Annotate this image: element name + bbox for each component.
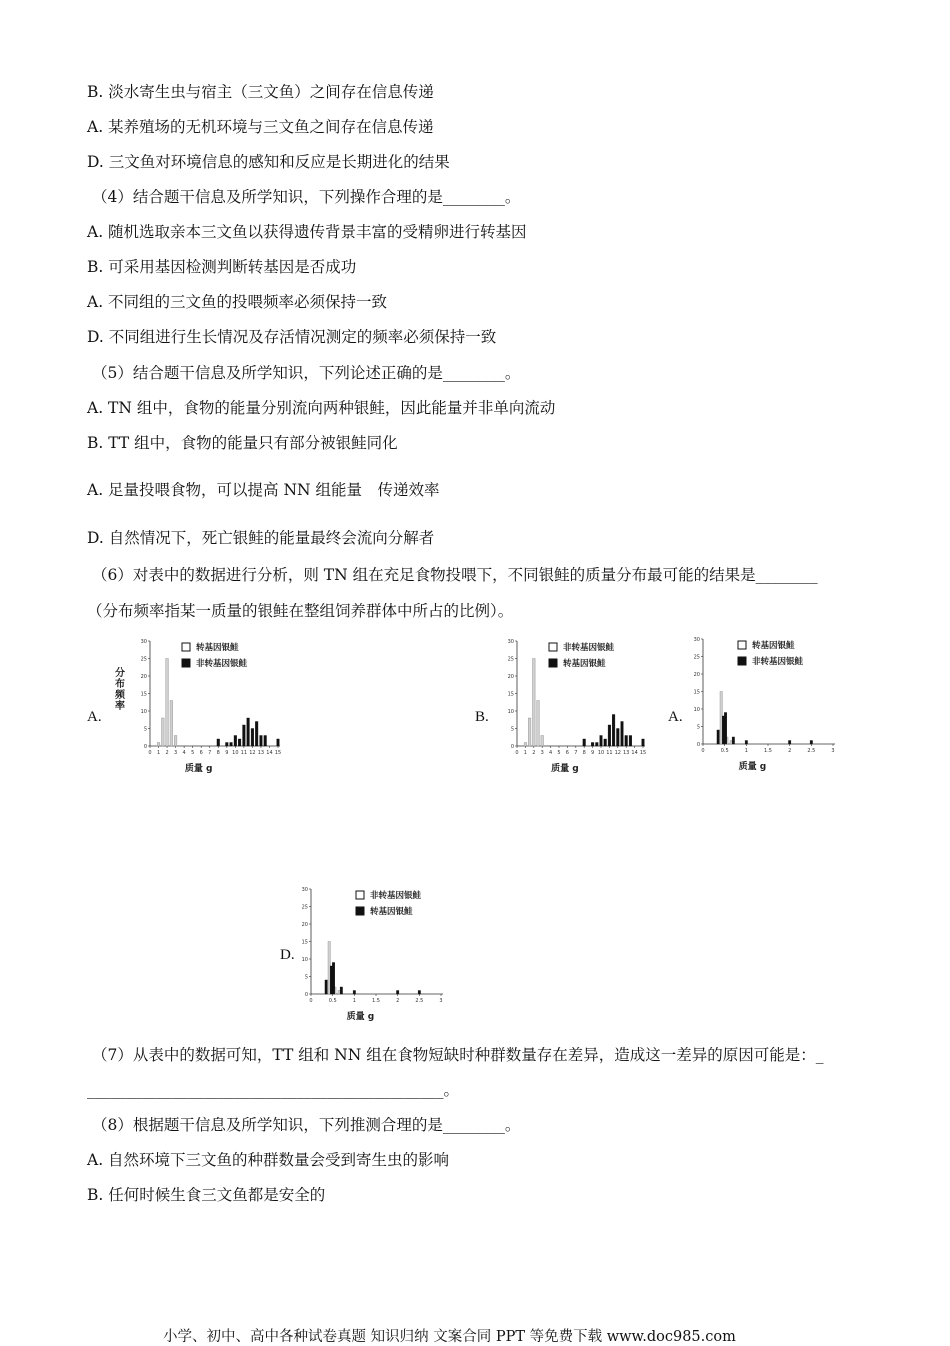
x-tick-label: 13 [623, 750, 630, 756]
x-tick-label: 11 [606, 750, 613, 756]
y-tick-label: 25 [140, 656, 147, 663]
x-tick-label: 2 [532, 750, 536, 756]
x-tick-label: 0 [701, 748, 705, 754]
x-axis-label: 质量 g [346, 1012, 375, 1022]
bar [537, 701, 540, 747]
x-tick-label: 10 [597, 750, 605, 756]
y-tick-label: 25 [507, 656, 514, 663]
bar [810, 741, 812, 745]
x-tick-label: 0 [148, 750, 152, 756]
bar [230, 743, 233, 747]
bar [642, 739, 645, 746]
bar [717, 730, 719, 744]
bar [325, 980, 327, 994]
y-tick-label: 10 [301, 956, 308, 963]
bar [277, 739, 280, 746]
bar [238, 739, 241, 746]
bar [533, 659, 536, 747]
question-7-blank: ______________________________________________。 [87, 1081, 460, 1099]
x-tick-label: 13 [257, 750, 265, 756]
y-tick-label: 15 [140, 691, 147, 698]
bar [332, 963, 334, 995]
x-tick-label: 1 [523, 750, 527, 756]
y-tick-label: 5 [696, 724, 700, 731]
legend-label: 转基因银鲑 [563, 659, 606, 669]
question-5: （5）结合题干信息及所学知识，下列论述正确的是________。 [92, 364, 521, 382]
bar [247, 718, 250, 746]
y-tick-label: 5 [304, 974, 308, 981]
y-tick-label: 30 [507, 638, 514, 645]
x-tick-label: 2.5 [807, 748, 816, 754]
q6-option-b-letter: B. [475, 709, 489, 725]
x-tick-label: 0.5 [720, 748, 729, 754]
bar [157, 743, 160, 747]
x-tick-label: 1 [352, 998, 356, 1004]
y-tick-label: 20 [507, 673, 514, 680]
q4-option-b: B. 可采用基因检测判断转基因是否成功 [87, 258, 357, 276]
x-tick-label: 0 [309, 998, 313, 1004]
legend-swatch [356, 907, 364, 915]
x-tick-label: 2 [788, 748, 792, 754]
bar [583, 739, 586, 746]
x-tick-label: 7 [208, 750, 212, 756]
y-tick-label: 5 [143, 726, 147, 733]
bar [217, 739, 220, 746]
q3-option-d: D. 三文鱼对环境信息的感知和反应是长期进化的结果 [87, 153, 450, 171]
y-tick-label: 30 [693, 636, 700, 643]
x-tick-label: 6 [199, 750, 203, 756]
bar [162, 718, 165, 746]
legend-label: 转基因银鲑 [370, 907, 413, 917]
x-tick-label: 15 [639, 750, 647, 756]
question-8: （8）根据题干信息及所学知识，下列推测合理的是________。 [92, 1116, 521, 1134]
bar [591, 743, 594, 747]
x-tick-label: 1.5 [764, 748, 772, 754]
bar [396, 991, 398, 995]
q8-option-a: A. 自然环境下三文鱼的种群数量会受到寄生虫的影响 [87, 1151, 450, 1169]
x-tick-label: 10 [232, 750, 239, 756]
q6-option-c-letter: A. [668, 709, 683, 725]
bar [243, 725, 246, 746]
x-tick-label: 12 [614, 750, 621, 756]
y-tick-label: 10 [693, 706, 700, 713]
legend-label: 非转基因银鲑 [370, 891, 422, 901]
legend-label: 非转基因银鲑 [563, 643, 615, 653]
y-tick-label: 20 [140, 673, 147, 680]
x-tick-label: 6 [565, 750, 569, 756]
x-tick-label: 9 [591, 750, 595, 756]
q5-option-a: A. TN 组中，食物的能量分别流向两种银鲑，因此能量并非单向流动 [87, 399, 556, 417]
q5-option-c: A. 足量投喂食物，可以提高 NN 组能量 传递效率 [87, 481, 440, 499]
y-tick-label: 0 [143, 743, 147, 750]
question-6-note: （分布频率指某一质量的银鲑在整组饲养群体中所占的比例）。 [87, 602, 514, 620]
x-tick-label: 3 [174, 750, 178, 756]
y-tick-label: 0 [696, 741, 700, 748]
bar [612, 715, 615, 747]
x-tick-label: 5 [191, 750, 195, 756]
y-tick-label: 10 [507, 708, 514, 715]
bar [264, 736, 267, 747]
x-tick-label: 0.5 [328, 998, 337, 1004]
bar [166, 659, 169, 747]
q5-option-d: D. 自然情况下，死亡银鲑的能量最终会流向分解者 [87, 529, 435, 547]
x-tick-label: 5 [557, 750, 561, 756]
x-tick-label: 15 [274, 750, 282, 756]
x-tick-label: 2.5 [415, 998, 424, 1004]
legend-swatch [738, 657, 746, 665]
y-tick-label: 20 [301, 921, 308, 928]
legend-swatch [356, 891, 364, 899]
y-tick-label: 0 [304, 991, 308, 998]
x-tick-label: 2 [396, 998, 400, 1004]
bar [596, 743, 599, 747]
legend-swatch [182, 643, 190, 651]
chart-option-d [296, 884, 451, 1026]
bar [528, 718, 531, 746]
question-7: （7）从表中的数据可知，TT 组和 NN 组在食物短缺时种群数量存在差异，造成这一差异的原因可能是：_ [92, 1046, 824, 1064]
y-tick-label: 0 [510, 743, 514, 750]
x-tick-label: 4 [182, 750, 186, 756]
q6-option-d-letter: D. [280, 947, 295, 963]
y-tick-label: 25 [301, 904, 308, 911]
x-tick-label: 3 [540, 750, 544, 756]
y-axis-label: 分布频率 [115, 668, 125, 712]
bar [604, 739, 607, 746]
q4-option-a: A. 随机选取亲本三文鱼以获得遗传背景丰富的受精卵进行转基因 [87, 223, 527, 241]
chart-option-c [688, 634, 843, 776]
x-tick-label: 12 [249, 750, 256, 756]
bar [625, 736, 628, 747]
x-axis-label: 质量 g [184, 764, 213, 774]
x-tick-label: 1 [156, 750, 161, 756]
x-tick-label: 3 [439, 998, 443, 1004]
x-tick-label: 8 [216, 750, 220, 756]
x-tick-label: 1.5 [372, 998, 380, 1004]
bar [629, 736, 632, 747]
bar [251, 729, 254, 747]
y-tick-label: 30 [301, 886, 308, 893]
bar [418, 991, 420, 995]
legend-label: 转基因银鲑 [752, 641, 795, 651]
y-tick-label: 15 [301, 939, 308, 946]
y-tick-label: 15 [693, 689, 700, 696]
bar [732, 737, 734, 744]
y-tick-label: 30 [140, 638, 147, 645]
q4-option-d: D. 不同组进行生长情况及存活情况测定的频率必须保持一致 [87, 328, 497, 346]
x-tick-label: 0 [515, 750, 519, 756]
question-4: （4）结合题干信息及所学知识，下列操作合理的是________。 [92, 188, 521, 206]
x-tick-label: 7 [574, 750, 578, 756]
bar [621, 722, 624, 747]
legend-swatch [738, 641, 746, 649]
bar [608, 725, 611, 746]
y-tick-label: 20 [693, 671, 700, 678]
x-tick-label: 4 [549, 750, 553, 756]
x-tick-label: 11 [240, 750, 248, 756]
x-axis-label: 质量 g [738, 762, 767, 772]
bar [174, 736, 177, 747]
x-tick-label: 8 [582, 750, 586, 756]
bar [234, 736, 237, 747]
y-tick-label: 25 [693, 654, 700, 661]
question-6: （6）对表中的数据进行分析，则 TN 组在充足食物投喂下，不同银鲑的质量分布最可能的结果是________ [92, 566, 818, 584]
bar [226, 743, 229, 747]
chart-option-a [110, 636, 310, 778]
legend-swatch [549, 659, 557, 667]
y-tick-label: 15 [507, 691, 514, 698]
bar [788, 741, 790, 745]
bar [340, 987, 342, 994]
q3-option-b: B. 淡水寄生虫与宿主（三文鱼）之间存在信息传递 [87, 83, 434, 101]
legend-swatch [549, 643, 557, 651]
bar [255, 722, 258, 747]
bar [600, 736, 603, 747]
bar [353, 991, 355, 995]
q6-option-a-letter: A. [87, 709, 102, 725]
bar [745, 741, 747, 745]
q5-option-b: B. TT 组中，食物的能量只有部分被银鲑同化 [87, 434, 398, 452]
legend-swatch [182, 659, 190, 667]
chart-option-b [497, 636, 657, 778]
q8-option-b: B. 任何时候生食三文鱼都是安全的 [87, 1186, 326, 1204]
bar [260, 736, 263, 747]
q3-option-a: A. 某养殖场的无机环境与三文鱼之间存在信息传递 [87, 118, 434, 136]
legend-label: 非转基因银鲑 [752, 657, 804, 667]
x-tick-label: 1 [744, 748, 748, 754]
x-axis-label: 质量 g [551, 764, 579, 774]
bar [541, 736, 544, 747]
bar [617, 729, 620, 747]
bar [170, 701, 173, 747]
q4-option-c: A. 不同组的三文鱼的投喂频率必须保持一致 [87, 293, 388, 311]
y-tick-label: 10 [140, 708, 147, 715]
x-tick-label: 2 [165, 750, 169, 756]
y-tick-label: 5 [510, 726, 514, 733]
x-tick-label: 14 [266, 750, 273, 756]
x-tick-label: 9 [225, 750, 229, 756]
page-footer: 小学、初中、高中各种试卷真题 知识归纳 文案合同 PPT 等免费下载 www.doc985.com [163, 1329, 736, 1345]
legend-label: 转基因银鲑 [196, 643, 239, 653]
x-tick-label: 14 [631, 750, 638, 756]
x-tick-label: 3 [831, 748, 835, 754]
bar [524, 743, 527, 747]
legend-label: 非转基因银鲑 [196, 659, 248, 669]
bar [724, 713, 726, 745]
